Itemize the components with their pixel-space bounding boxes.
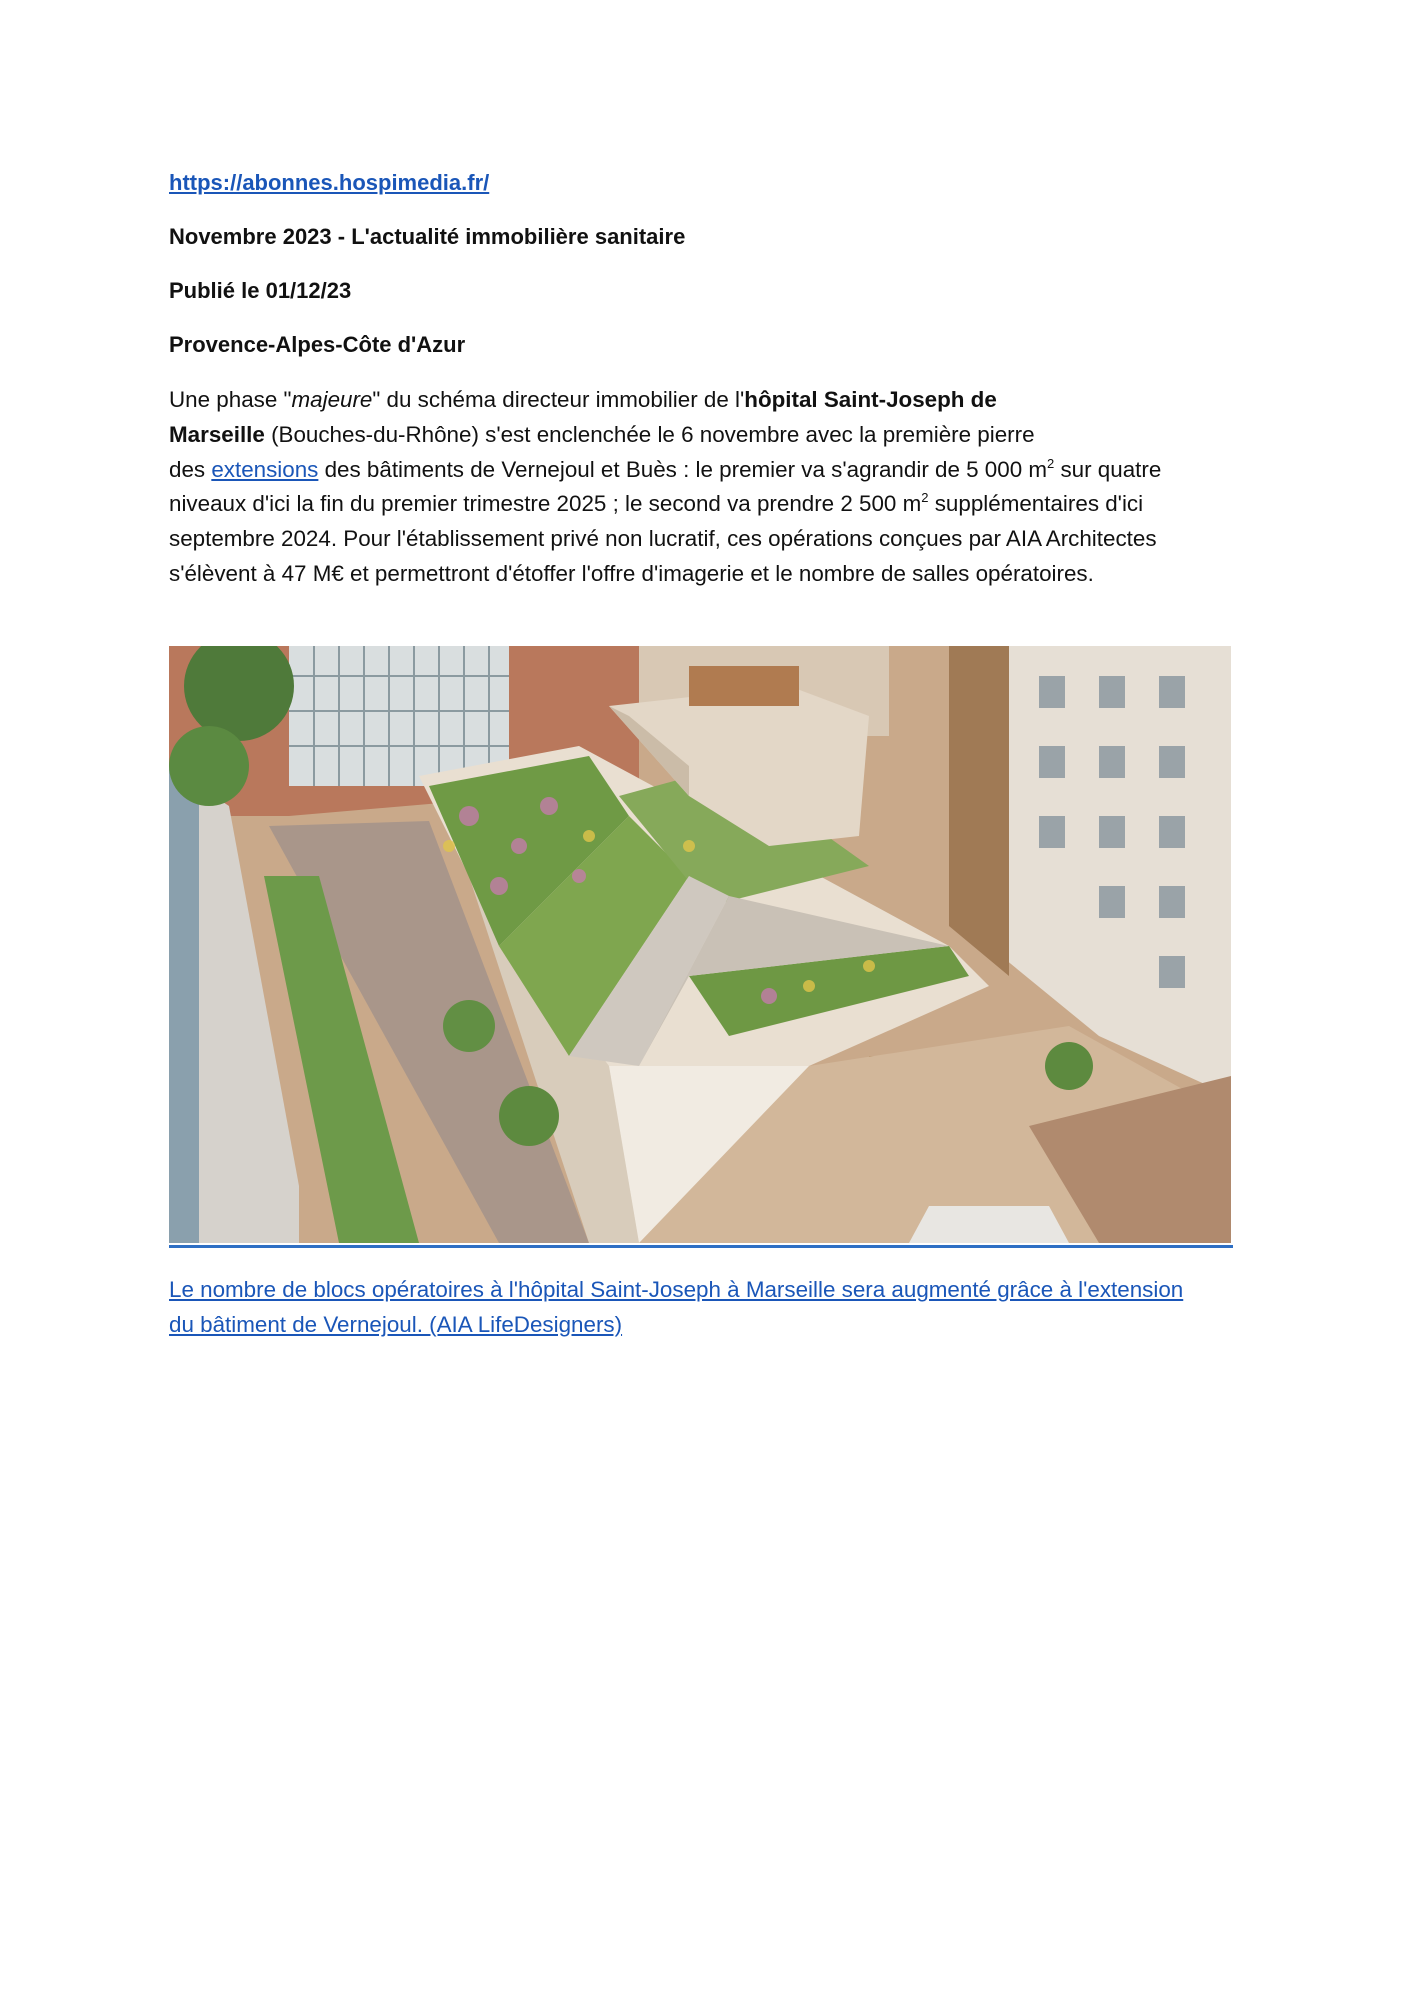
text-run: des <box>169 456 212 482</box>
text-run: niveaux d'ici la fin du premier trimestre 2025 ; le second va prendre 2 500 m <box>169 491 922 517</box>
wooden-cladding <box>949 646 1009 976</box>
text-run: sur quatre <box>1054 456 1162 482</box>
tree <box>169 726 249 806</box>
glass-facade <box>289 646 509 786</box>
article-paragraph <box>169 383 1259 592</box>
text-run: supplémentaires d'ici <box>928 491 1144 517</box>
text-run: des bâtiments de Vernejoul et Buès : le premier va s'agrandir de 5 000 m <box>318 456 1048 482</box>
publication-date: Publié le 01/12/23 <box>169 278 352 303</box>
shrub <box>443 1000 495 1052</box>
crosswalk <box>909 1206 1069 1243</box>
article-line <box>169 453 1259 488</box>
caption-link-line1[interactable]: Le nombre de blocs opératoires à l'hôpital Saint-Joseph à Marseille sera augmenté grâce à l'extension <box>169 1277 1184 1302</box>
left-glass <box>169 766 199 1243</box>
figure-divider <box>169 1245 1233 1248</box>
hospital-name-bold: hôpital Saint-Joseph de <box>744 387 997 412</box>
region-heading: Provence-Alpes-Côte d'Azur <box>169 332 466 357</box>
newsletter-title: Novembre 2023 - L'actualité immobilière sanitaire <box>169 224 686 249</box>
article-line <box>169 418 1259 453</box>
rendering-illustration <box>169 646 1231 1243</box>
source-url-link[interactable]: https://abonnes.hospimedia.fr/ <box>169 170 490 195</box>
building-rendering-image <box>169 646 1231 1243</box>
article-line: septembre 2024. Pour l'établissement privé non lucratif, ces opérations conçues par AIA Architectes <box>169 526 1157 552</box>
pavilion-pergola <box>689 666 799 706</box>
shrub <box>499 1086 559 1146</box>
superscript: 2 <box>921 490 929 506</box>
superscript: 2 <box>1047 455 1055 471</box>
city-name-bold: Marseille <box>169 421 265 447</box>
text-run: " du schéma directeur immobilier de l' <box>372 387 745 412</box>
article-line <box>169 383 1259 418</box>
caption-link-line2[interactable]: du bâtiment de Vernejoul. (AIA LifeDesigners) <box>169 1311 623 1337</box>
text-run: (Bouches-du-Rhône) s'est enclenchée le 6 novembre avec la première pierre <box>264 421 1035 447</box>
article-line <box>169 487 1259 522</box>
emphasis-text: majeure <box>291 387 373 412</box>
shrub <box>1045 1042 1093 1090</box>
extensions-link[interactable]: extensions <box>211 456 319 482</box>
article-line: s'élèvent à 47 M€ et permettront d'étoffer l'offre d'imagerie et le nombre de salles opératoires. <box>169 560 1094 586</box>
figure-caption <box>169 1273 1264 1342</box>
text-run: Une phase " <box>169 387 292 412</box>
